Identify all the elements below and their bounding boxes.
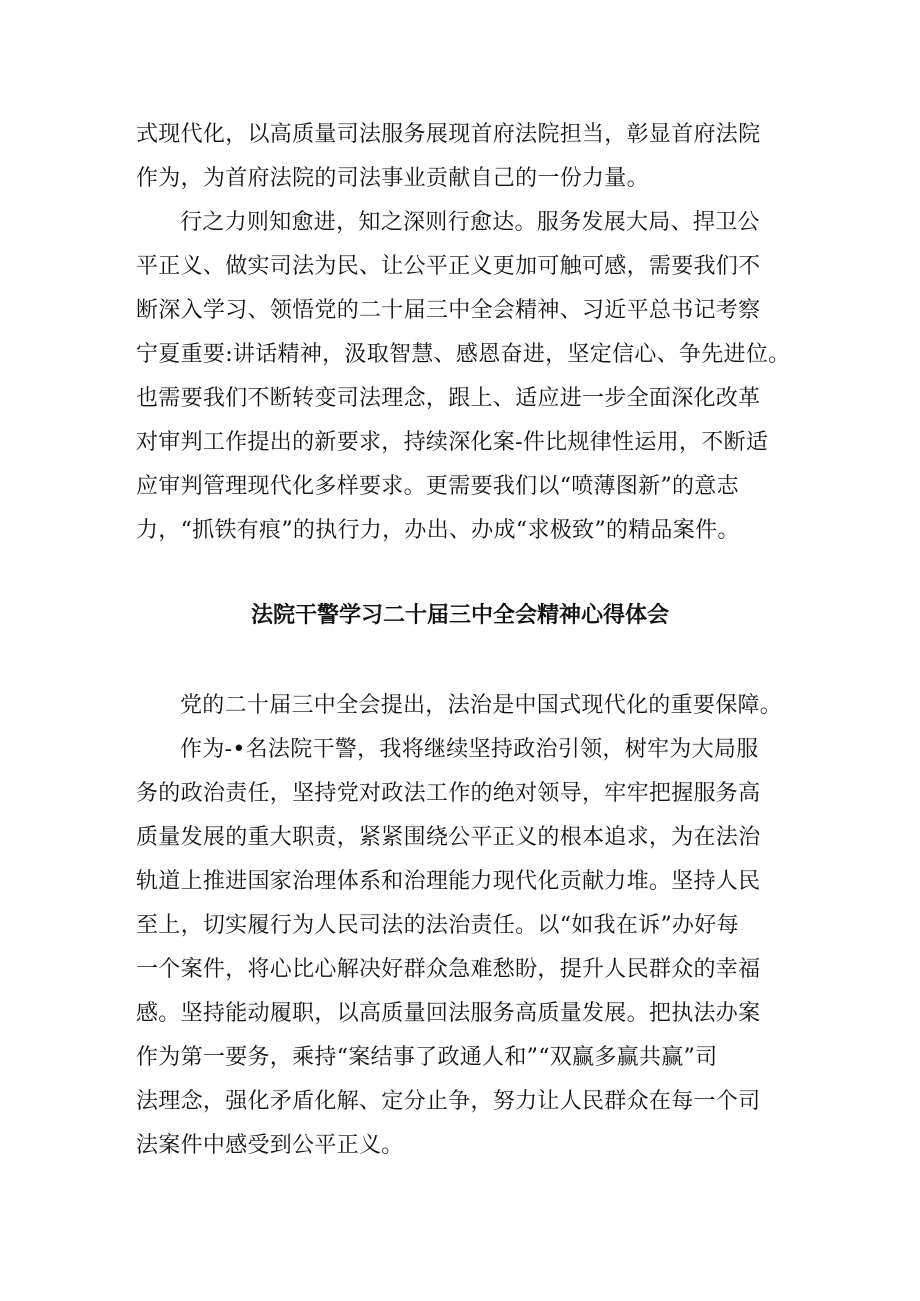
paragraph-line: 断深入学习、领悟党的二十届三中全会精神、习近平总书记考察	[136, 298, 761, 323]
paragraph-line: 法案件中感受到公平正义。	[136, 1133, 404, 1158]
paragraph-line: 质量发展的重大职责，紧紧围绕公平正义的根本追求，为在法治	[136, 825, 761, 850]
paragraph-line: 力，“抓铁有痕”的执行力，办出、办成“求极致”的精品案件。	[136, 518, 740, 543]
paragraph-line: 一个案件，将心比心解决好群众急难愁盼，提升人民群众的幸福	[136, 957, 761, 982]
paragraph-line: 作为第一要务，乘持“案结事了政通人和”“双赢多赢共赢”司	[136, 1045, 718, 1070]
paragraph-line: 作为，为首府法院的司法事业贡献自己的一份力量。	[136, 166, 649, 191]
paragraph-line: 法理念，强化矛盾化解、定分止争，努力让人民群众在每一个司	[136, 1089, 761, 1114]
paragraph-line: 党的二十届三中全会提出，法治是中国式现代化的重要保障。	[180, 693, 783, 718]
paragraph-line: 应审判管理现代化多样要求。更需要我们以“喷薄图新”的意志	[136, 474, 739, 499]
paragraph-line: 平正义、做实司法为民、让公平正义更加可触可感，需要我们不	[136, 254, 761, 279]
paragraph-line: 作为-•名法院干警，我将继续坚持政治引领，树牢为大局服	[180, 737, 759, 762]
paragraph-line: 行之力则知愈进，知之深则行愈达。服务发展大局、捍卫公	[180, 210, 760, 235]
paragraph-line: 宁夏重要:讲话精神，汲取智慧、感恩奋进，坚定信心、争先进位。	[136, 342, 791, 367]
paragraph-line: 对审判工作提出的新要求，持续深化案-件比规律性运用，不断适	[136, 430, 769, 455]
document-heading: 法院干警学习二十届三中全会精神心得体会	[250, 603, 669, 628]
paragraph-line: 也需要我们不断转变司法理念，跟上、适应进一步全面深化改革	[136, 386, 761, 411]
paragraph-line: 轨道上推进国家治理体系和治理能力现代化贡献力堆。坚持人民	[136, 869, 761, 894]
paragraph-line: 感。坚持能动履职，以高质量回法服务高质量发展。把执法办案	[136, 1001, 761, 1026]
paragraph-line: 式现代化，以高质量司法服务展现首府法院担当，彰显首府法院	[136, 122, 761, 147]
paragraph-line: 至上，切实履行为人民司法的法治责任。以“如我在诉”办好每	[136, 913, 739, 938]
paragraph-line: 务的政治责任，坚持党对政法工作的绝对领导，牢牢把握服务高	[136, 781, 761, 806]
